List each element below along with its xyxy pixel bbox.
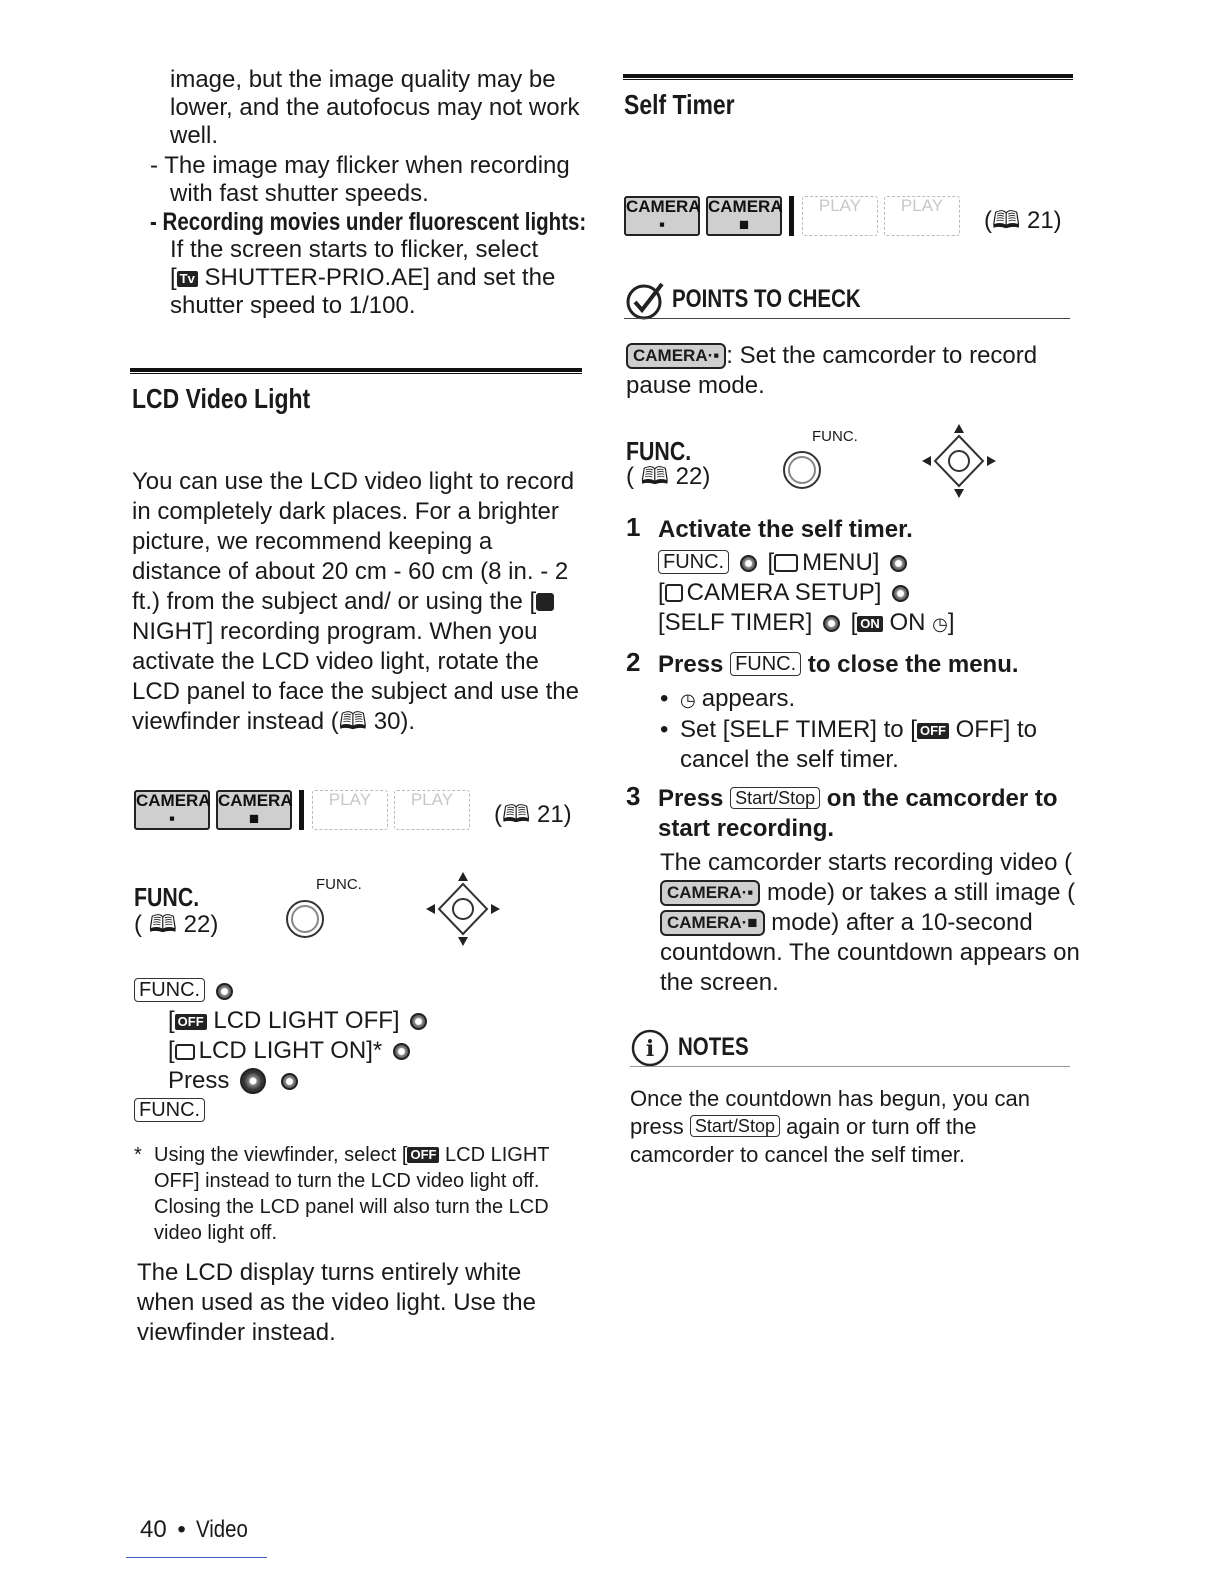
lcd-light-body: You can use the LCD video light to record in completely dark places. For a brighter picture, we recommend keeping a distance of about 20 cm - 60 cm (8 in. - 2 ft.) from the subject and/ or using the [NIGHT] recording program. When you activate the LCD video light, rotate the LCD panel to face the subject and use the viewfinder instead (🕮 30). (132, 468, 579, 735)
step-3-title: Press Start/Stop on the camcorder to start recording. (658, 785, 1058, 842)
notes-title: NOTES (678, 1033, 749, 1061)
camera-movie-badge: CAMERA·▪ (660, 880, 760, 906)
step-2-bullets (658, 684, 1078, 775)
page-footer: 40 • Video (140, 1516, 249, 1543)
mode-camera-photo: CAMERA ■ (708, 197, 783, 234)
func-label: FUNC. (626, 436, 692, 466)
footer-link-underline (126, 1557, 267, 1558)
func-key: FUNC. (658, 550, 729, 574)
footer-section: Video (196, 1516, 249, 1543)
section-heading-lcd-video-light: LCD Video Light (132, 383, 311, 414)
flicker-note: - The image may flicker when recording with fast shutter speeds. (150, 152, 570, 207)
book-icon: 🕮 (338, 708, 368, 735)
func-button-icon (284, 898, 326, 940)
set-button-icon (892, 585, 909, 602)
joystick-icon (424, 868, 502, 950)
tv-mode-icon: Tv (177, 271, 198, 287)
func-sequence: FUNC. [ OFF LCD LIGHT OFF] [ LCD LIGHT ON]* Press FUNC. (134, 976, 594, 1126)
lcd-light-off-icon: OFF (407, 1147, 439, 1163)
mode-play-movie: PLAY (312, 790, 388, 830)
page-reference: (🕮 21) (984, 207, 1062, 234)
set-button-icon (890, 555, 907, 572)
section-rule-lcd (130, 368, 582, 374)
step-2-title: Press FUNC. to close the menu. (658, 651, 1019, 678)
self-timer-off-icon: OFF (917, 723, 949, 739)
points-to-check-icon (624, 280, 668, 320)
mode-camera-photo: CAMERA ■ (218, 791, 293, 828)
step-2-number: 2 (626, 647, 641, 677)
camera-movie-badge: CAMERA·▪ (626, 343, 726, 369)
joystick-icon (920, 420, 998, 502)
points-text: CAMERA·▪ : Set the camcorder to record pause mode. (626, 342, 1038, 399)
lcd-light-on-icon (175, 1044, 195, 1060)
mode-play-photo: PLAY (884, 196, 960, 236)
step-1-number: 1 (626, 512, 641, 542)
page-number: 40 (140, 1516, 167, 1543)
notes-icon (630, 1028, 670, 1068)
notes-text: Once the countdown has begun, you can press Start/Stop again or turn off the camcorder to cancel the self timer. (630, 1086, 1030, 1167)
book-icon: 🕮 (640, 463, 669, 490)
self-timer-icon: ◷ (932, 614, 948, 634)
list-item: • Set [SELF TIMER] to [ OFF OFF] to cancel the self timer. (658, 715, 1078, 775)
func-ref: ( 🕮 22) (626, 463, 711, 490)
set-button-icon (823, 615, 840, 632)
set-button-icon (393, 1043, 410, 1060)
step-1-title: Activate the self timer. (658, 516, 913, 543)
func-button-caption: FUNC. (316, 876, 362, 893)
mode-separator (299, 790, 304, 830)
start-stop-key: Start/Stop (690, 1115, 780, 1137)
func-key: FUNC. (134, 1098, 205, 1122)
night-mode-icon (536, 593, 554, 611)
page-reference: (🕮 21) (494, 801, 572, 828)
start-stop-key: Start/Stop (730, 787, 820, 809)
func-label: FUNC. (134, 882, 200, 912)
func-button-caption: FUNC. (812, 428, 858, 445)
book-icon: 🕮 (992, 207, 1021, 234)
mode-play-photo: PLAY (394, 790, 470, 830)
svg-text:i: i (645, 1036, 655, 1062)
section-heading-self-timer: Self Timer (624, 89, 735, 120)
notes-rule (630, 1066, 1070, 1067)
mode-camera-movie: CAMERA ▪ (136, 791, 211, 828)
func-button-icon (781, 449, 823, 491)
menu-icon (774, 554, 798, 572)
set-button-icon (281, 1073, 298, 1090)
footnote: * Using the viewfinder, select [ OFF LCD LIGHT OFF] instead to turn the LCD video light off. Closing the LCD panel will also turn the LCD video light off. (134, 1144, 550, 1244)
points-to-check-title: POINTS TO CHECK (672, 285, 861, 313)
self-timer-on-icon: ON (857, 616, 883, 632)
joystick-press-icon (240, 1068, 266, 1094)
func-key: FUNC. (730, 652, 801, 676)
func-key: FUNC. (134, 978, 205, 1002)
self-timer-icon: ◷ (680, 690, 696, 710)
continuation-text: image, but the image quality may be lower, and the autofocus may not work well. (170, 66, 580, 149)
points-rule (624, 318, 1070, 319)
lcd-light-off-icon: OFF (175, 1014, 207, 1030)
camera-setup-icon (665, 584, 683, 602)
mode-camera-movie: CAMERA ▪ (626, 197, 701, 234)
set-button-icon (216, 983, 233, 1000)
fluorescent-title: - Recording movies under fluorescent lights: (150, 208, 587, 236)
fluorescent-note: - Recording movies under fluorescent lights: If the screen starts to flicker, select [ Tv SHUTTER-PRIO.AE] and set the shutter speed to 1/100. (150, 208, 587, 319)
mode-play-movie: PLAY (802, 196, 878, 236)
closing-paragraph: The LCD display turns entirely white when used as the video light. Use the viewfinder instead. (137, 1259, 536, 1346)
book-icon: 🕮 (502, 801, 531, 828)
step-3-number: 3 (626, 781, 641, 811)
section-rule-self-timer (623, 74, 1073, 80)
func-ref: ( 🕮 22) (134, 911, 219, 938)
list-item: • ◷ appears. (658, 684, 1078, 715)
set-button-icon (410, 1013, 427, 1030)
set-button-icon (740, 555, 757, 572)
step-3-body: The camcorder starts recording video (CAMERA·▪ mode) or takes a still image (CAMERA·■ mode) after a 10-second countdown. The countdown appears on the screen. (660, 849, 1080, 996)
camera-photo-badge: CAMERA·■ (660, 910, 765, 936)
mode-separator (789, 196, 794, 236)
book-icon: 🕮 (148, 911, 177, 938)
step-1-sequence: FUNC. [ MENU] [ CAMERA SETUP] [SELF TIMER] [ ON ON ◷] (658, 549, 955, 636)
